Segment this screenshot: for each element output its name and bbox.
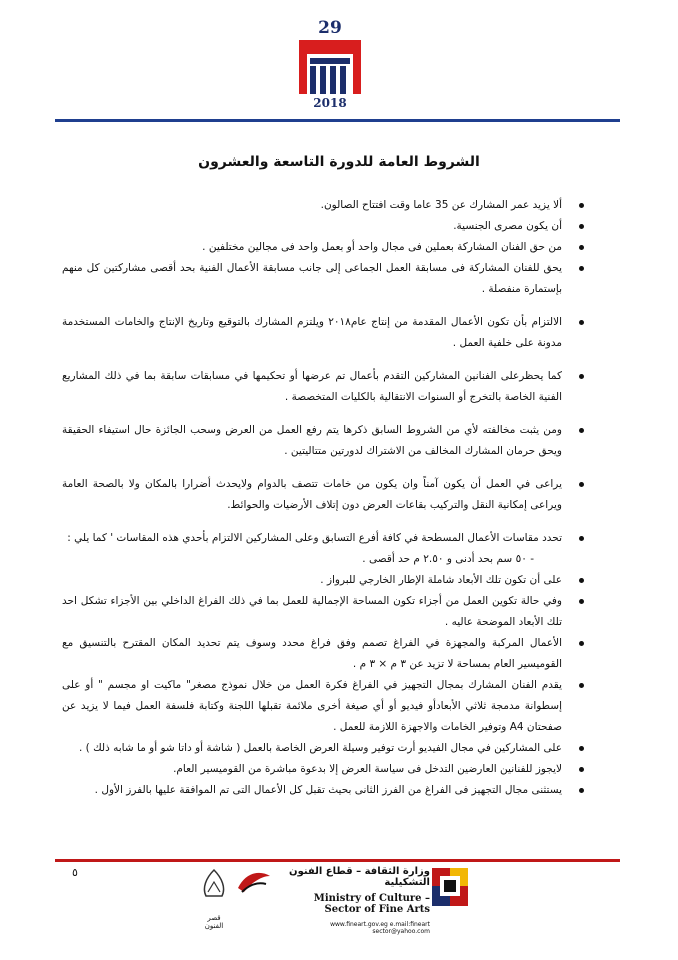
condition-item: ألا يزيد عمر المشارك عن 35 عاما وقت افتتاح الصالون. [62, 195, 562, 216]
ministry-name-en: Ministry of Culture – Sector of Fine Arts [313, 893, 430, 915]
ministry-logo [432, 868, 468, 912]
size-range-item: - ٥٠ سم بحد أدنى و ٢.٥٠ م حد أقصى . [362, 553, 534, 565]
condition-item: الأعمال المركبة والمجهزة في الفراغ تصمم وفق فراغ محدد وسوف يتم تحديد المكان المقترح بالتنسيق مع القوميسير العام بمساحة لا تزيد عن ٣ م × ٣ م . [62, 633, 562, 675]
salon-logo [295, 18, 365, 118]
conditions-list [62, 195, 562, 801]
ministry-name-ar: وزارة الثقافة – قطاع الفنون التشكيلية [289, 866, 430, 888]
condition-item: أن يكون مصرى الجنسية. [62, 216, 562, 237]
logo-number: 29 [318, 18, 342, 38]
palace-label: قصر الفنون [204, 914, 224, 930]
condition-item: على أن تكون تلك الأبعاد شاملة الإطار الخارجي للبرواز . [62, 570, 562, 591]
condition-item: وفي حالة تكوين العمل من أجزاء تكون المساحة الإجمالية للعمل بما في ذلك الفراغ الداخلي بين الأجزاء تشكل احد تلك الأبعاد الموضحة عاليه . [62, 591, 562, 633]
ministry-block [280, 866, 430, 935]
condition-item: على المشاركين في مجال الفيديو أرت توفير وسيلة العرض الخاصة بالعمل ( شاشة أو داتا شو أو ما شابه ذلك ) . [62, 738, 562, 759]
logo-year: 2018 [313, 96, 347, 110]
page-title: الشروط العامة للدورة التاسعة والعشرون [198, 154, 480, 170]
palace-emblem-icon [198, 868, 230, 910]
condition-item: كما يحظرعلى الفنانين المشاركين التقدم بأعمال تم عرضها أو تحكيمها في مسابقات سابقة بما في ذلك المشاريع الفنية الخاصة بالتخرج أو السنوات الانتقالية بالكليات المتخصصة . [62, 366, 562, 408]
condition-item: يحق للفنان المشاركة فى مسابقة العمل الجماعى إلى جانب مسابقة الأعمال الفنية بحد أقصى مشاركتين كل منهم بإستمارة منفصلة . [62, 258, 562, 300]
logo-emblem-icon [295, 36, 365, 96]
condition-item: من حق الفنان المشاركة بعملين فى مجال واحد أو بعمل واحد فى مجالين مختلفين . [62, 237, 562, 258]
condition-item: يراعى في العمل أن يكون آمناً وان يكون من خامات تتصف بالدوام ولايحدث أضرارا بالمكان ولا بالصحة العامة ويراعى إمكانية النقل والتركيب بقاعات العرض دون إتلاف الأرضيات والحوائط. [62, 474, 562, 516]
ministry-contact: www.fineart.gov.eg e.mail:fineart sector@yahoo.com [330, 921, 430, 935]
condition-item: ومن يثبت مخالفته لأي من الشروط السابق ذكرها يتم رفع العمل من العرض وسحب الجائزة حال استيفاء الحقيقة ويحق حرمان المشارك المخالف من الاشتراك لدورتين متتاليتين . [62, 420, 562, 462]
header-divider [55, 119, 620, 122]
fine-arts-emblem-icon [236, 866, 272, 896]
condition-item: لايجوز للفنانين العارضين التدخل فى سياسة العرض إلا بدعوة مباشرة من القوميسير العام. [62, 759, 562, 780]
page-number: ٥ [72, 866, 78, 879]
footer-divider [55, 859, 620, 862]
condition-item: يقدم الفنان المشارك بمجال التجهيز في الفراغ فكرة العمل من خلال نموذج مصغر" ماكيت او مجسم " أو على إسطوانة مدمجة ثلاثي الأبعادأو فيديو أو أي صيغة أخرى ملائمة تقبلها اللجنة وكتابة فلسفة العمل فيما لا يزيد عن صفحتان A4 وتوفير الخامات والاجهزة اللازمة للعمل . [62, 675, 562, 738]
condition-item: الالتزام بأن تكون الأعمال المقدمة من إنتاج عام٢٠١٨ ويلتزم المشارك بالتوقيع وتاريخ الإنتاج والخامات المستخدمة مدونة على خلفية العمل . [62, 312, 562, 354]
palace-of-arts-logo [198, 868, 230, 930]
condition-item: يستثنى مجال التجهيز فى الفراغ من الفرز الثانى بحيث تقبل كل الأعمال التى تم الموافقة عليها بالفرز الأول . [62, 780, 562, 801]
ministry-emblem-icon [432, 868, 468, 908]
fine-arts-sector-logo [236, 866, 272, 900]
condition-item: تحدد مقاسات الأعمال المسطحة في كافة أفرع التسابق وعلى المشاركين الالتزام بأحدي هذه المقاسات ' كما يلي : [62, 528, 562, 549]
